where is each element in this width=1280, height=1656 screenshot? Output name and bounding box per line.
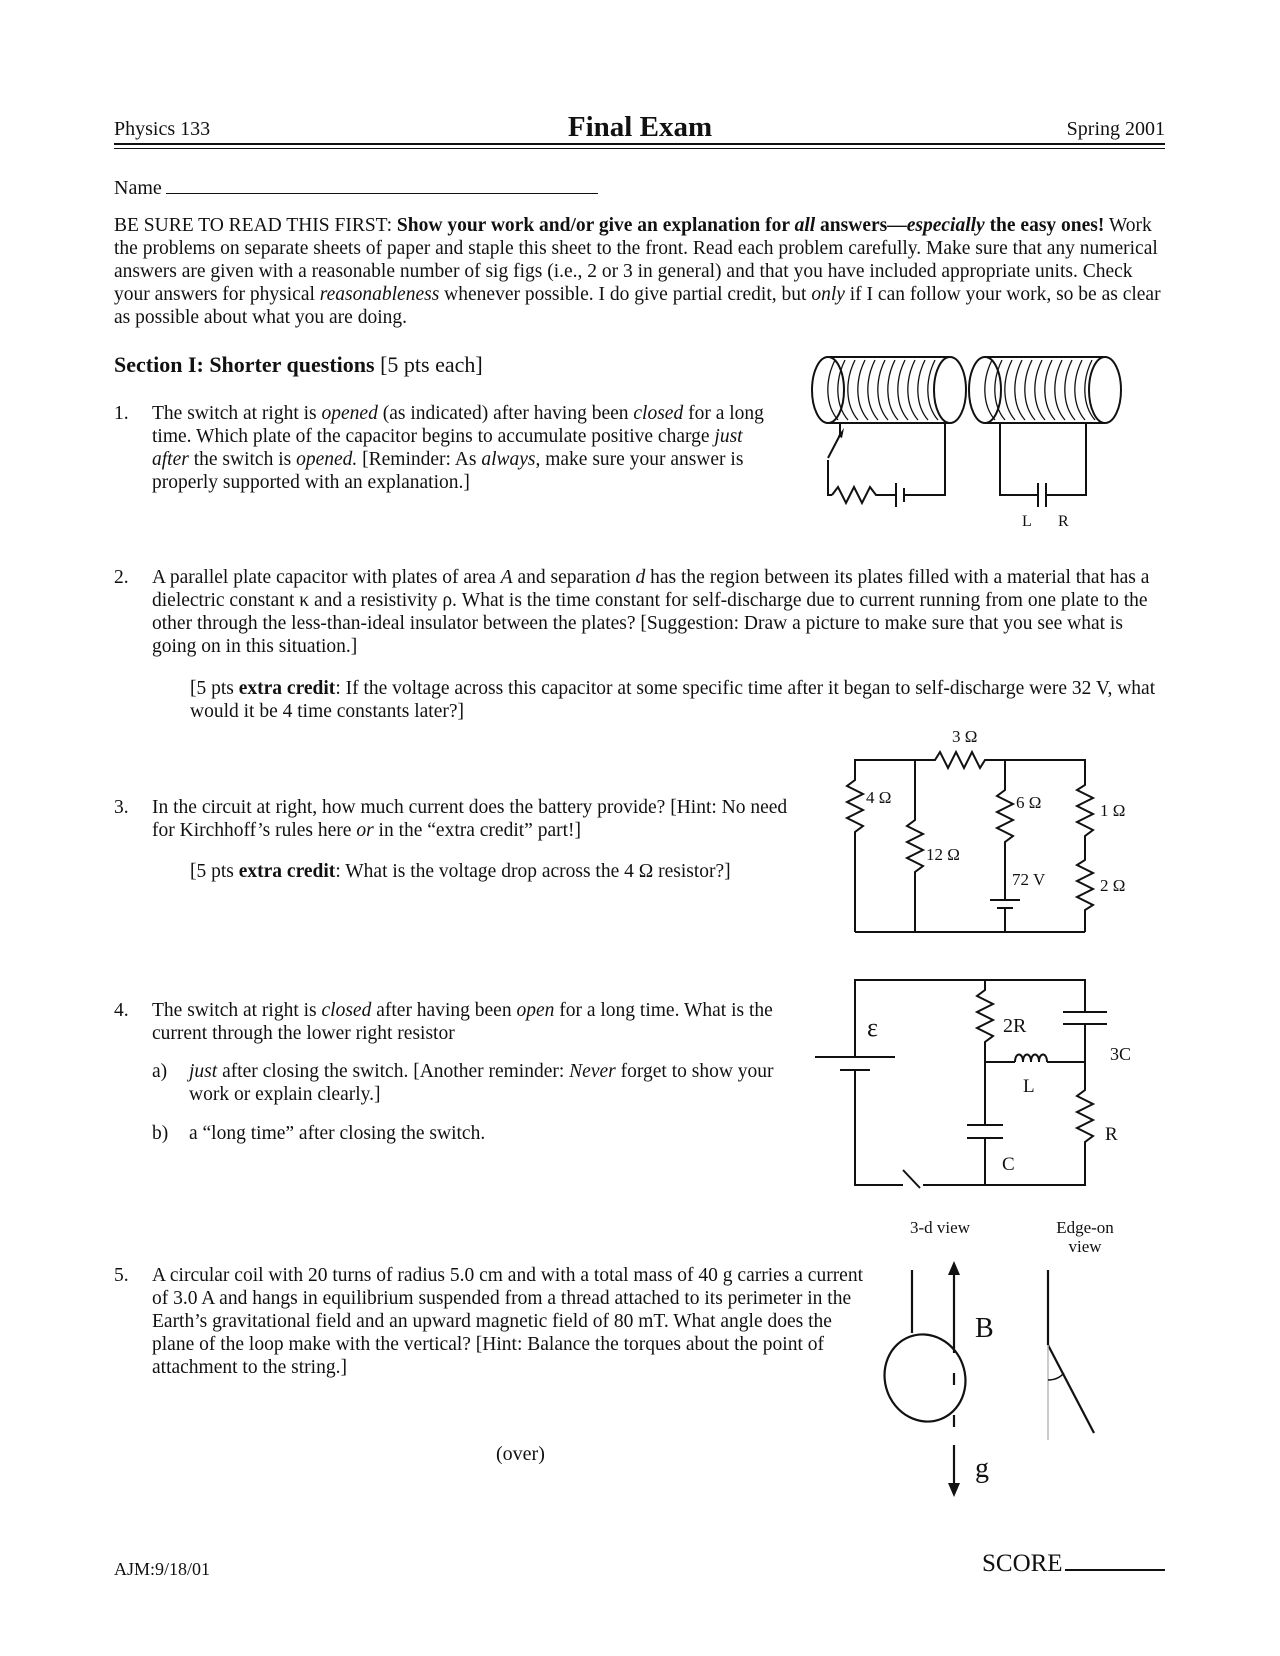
question-number: 1.: [114, 403, 129, 424]
section-title: Section I: Shorter questions [5 pts each]: [114, 352, 483, 377]
label-edge-on: Edge-on: [1056, 1218, 1114, 1237]
rlc-circuit-diagram: [805, 970, 1145, 1200]
label-12ohm: 12 Ω: [926, 845, 960, 864]
question-number: 5.: [114, 1265, 129, 1286]
label-L: L: [1023, 1076, 1035, 1097]
name-label: Name: [114, 177, 162, 199]
label-emf: ε: [867, 1013, 878, 1042]
label-72V: 72 V: [1012, 870, 1046, 889]
label-1ohm: 1 Ω: [1100, 801, 1126, 820]
label-3ohm: 3 Ω: [952, 727, 978, 746]
score-blank: [1065, 1549, 1165, 1571]
label-g: g: [975, 1453, 989, 1484]
instructions: BE SURE TO READ THIS FIRST: Show your work and/or give an explanation for all answers—especially the easy ones! Work the problems on separate sheets of paper and staple this sheet to the front. Read each problem carefully. Make sure that any numerical answers are given with a reasonable number of sig figs (i.e., 2 or 3 in general) and that you have included appropriate units. Check your answers for physical reasonableness whenever possible. I do give partial credit, but only if I can follow your work, so be as clear as possible about what you are doing.: [114, 215, 1161, 328]
question-text: The switch at right is closed after having been open for a long time. What is the current through the lower right resistor: [152, 1000, 773, 1044]
score-label: SCORE: [982, 1550, 1063, 1577]
label-R: R: [1058, 513, 1069, 530]
part-a-text: just after closing the switch. [Another reminder: Never forget to show your work or explain clearly.]: [189, 1061, 774, 1105]
term: Spring 2001: [1066, 118, 1165, 140]
extra-credit: [5 pts extra credit: If the voltage across this capacitor at some specific time after it began to self-discharge were 32 V, what would it be 4 time constants later?]: [190, 678, 1156, 722]
question-text: A circular coil with 20 turns of radius 5.0 cm and with a total mass of 40 g carries a current of 3.0 A and hangs in equilibrium suspended from a thread attached to its perimeter in the Earth’s gravitational field and an upward magnetic field of 80 mT. What angle does the plane of the loop make with the vertical? [Hint: Balance the torques about the point of attachment to the string.]: [152, 1265, 864, 1378]
coil-circuit-diagram: [800, 350, 1140, 540]
part-b-label: b): [152, 1123, 169, 1144]
question-number: 2.: [114, 567, 129, 588]
course-name: Physics 133: [114, 118, 211, 140]
label-3d-view: 3-d view: [910, 1218, 970, 1237]
over-note: (over): [496, 1443, 545, 1465]
label-view: view: [1068, 1237, 1102, 1256]
header-rule: [114, 143, 1165, 145]
header-rule-2: [114, 148, 1165, 149]
score-field: [982, 1549, 1165, 1578]
label-3C: 3C: [1110, 1044, 1132, 1064]
resistor-circuit-diagram: [840, 720, 1140, 940]
question-number: 3.: [114, 797, 129, 818]
label-2R: 2R: [1003, 1015, 1027, 1037]
part-b-text: a “long time” after closing the switch.: [189, 1123, 486, 1144]
name-field: [114, 175, 598, 200]
question-text: A parallel plate capacitor with plates of area A and separation d has the region between its plates filled with a material that has a dielectric constant κ and a resistivity ρ. What is the time constant for self-discharge due to current running from one plate to the other through the less-than-ideal insulator between the plates? [Suggestion: Draw a picture to make sure that you see what is going on in this situation.]: [152, 567, 1150, 657]
label-B: B: [975, 1313, 994, 1344]
label-R: R: [1105, 1124, 1118, 1145]
coil-field-diagram: [880, 1215, 1140, 1500]
question-text: The switch at right is opened (as indicated) after having been closed for a long time. Which plate of the capacitor begins to accumulate positive charge just after the switch is opened. [Reminder: As always, make sure your answer is properly supported with an explanation.]: [152, 403, 764, 493]
question-text: In the circuit at right, how much current does the battery provide? [Hint: No need for Kirchhoff’s rules here or in the “extra credit” part!]: [152, 797, 788, 841]
name-blank: [166, 175, 598, 194]
label-6ohm: 6 Ω: [1016, 793, 1042, 812]
label-4ohm: 4 Ω: [866, 788, 892, 807]
label-L: L: [1022, 513, 1032, 530]
page-title: Final Exam: [567, 111, 713, 143]
label-C: C: [1002, 1154, 1015, 1175]
question-number: 4.: [114, 1000, 129, 1021]
extra-credit: [5 pts extra credit: What is the voltage drop across the 4 Ω resistor?]: [190, 861, 731, 882]
label-2ohm: 2 Ω: [1100, 876, 1126, 895]
part-a-label: a): [152, 1061, 168, 1082]
footer-code: AJM:9/18/01: [114, 1559, 211, 1579]
